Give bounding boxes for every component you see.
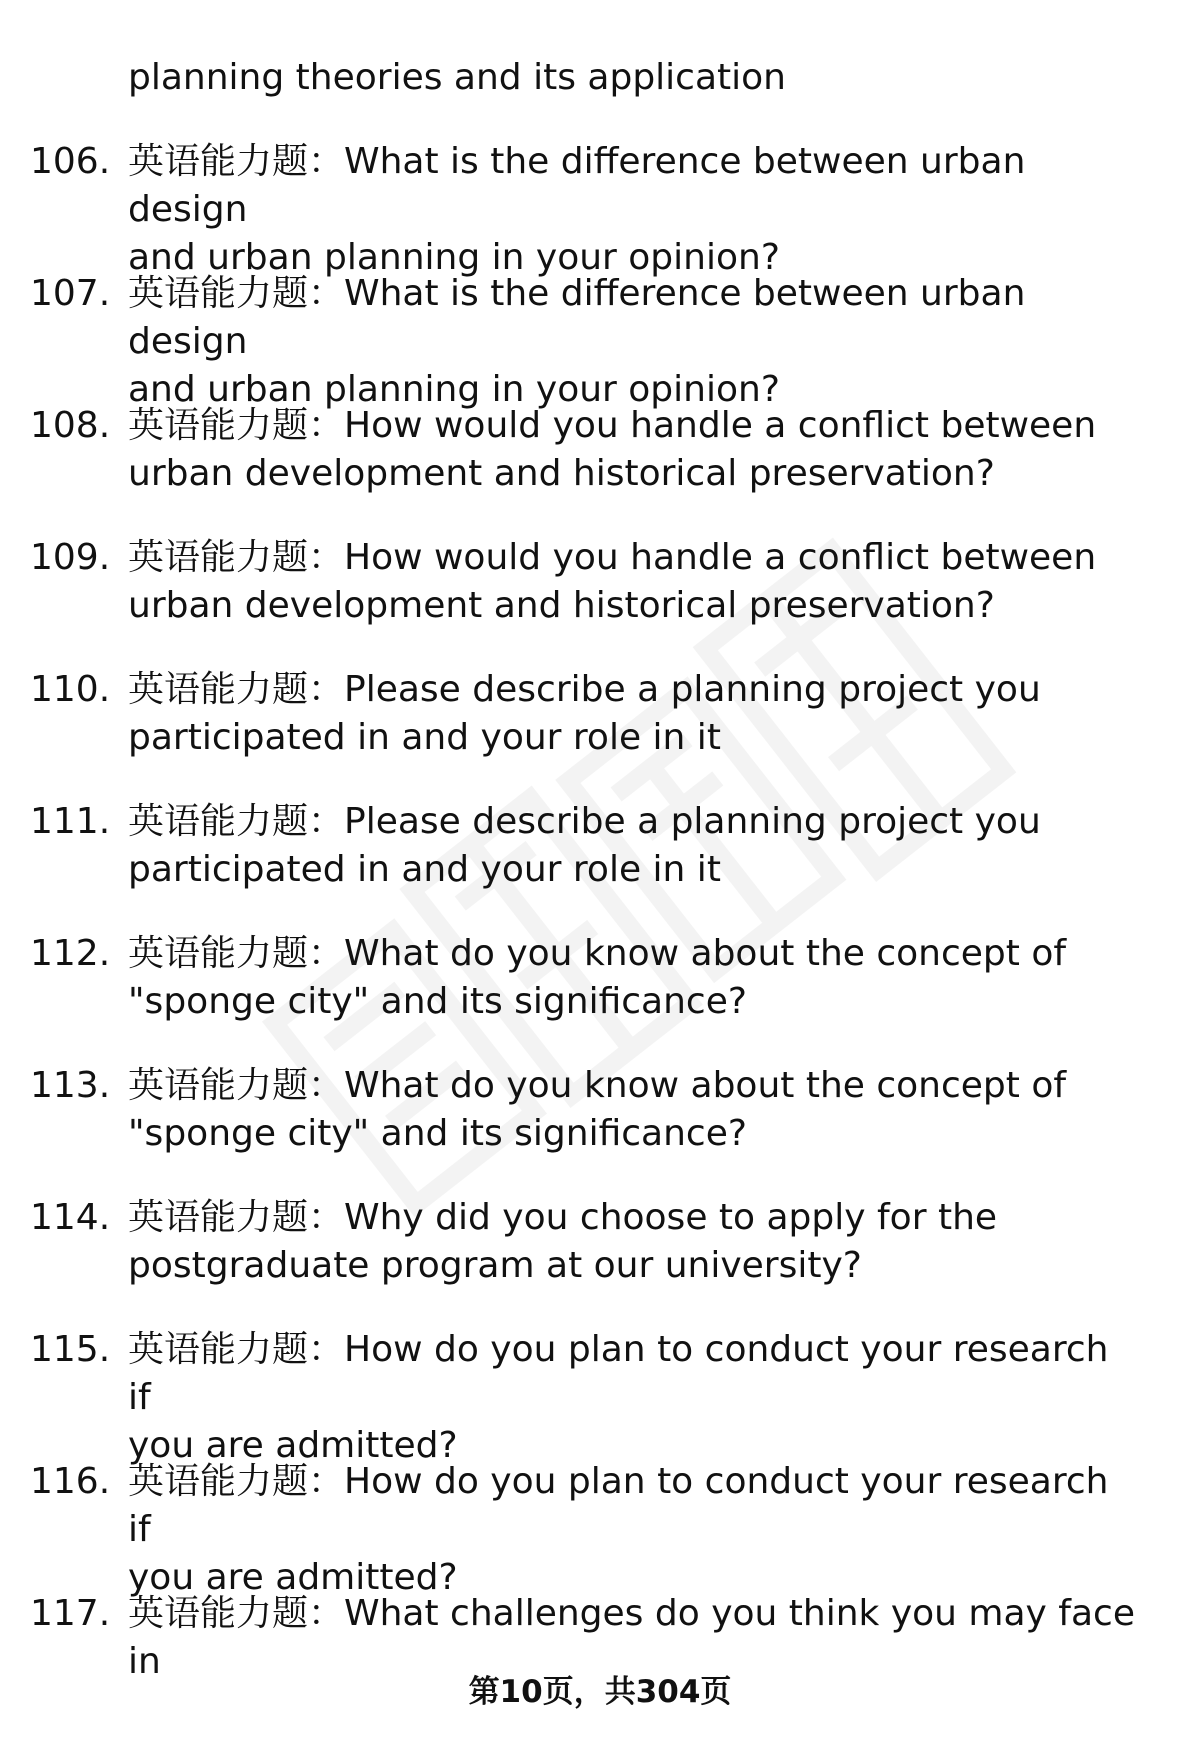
question-text: 英语能力题：Why did you choose to apply for the postgraduate program at our university? [128, 1197, 998, 1286]
question-item [0, 270, 1200, 410]
question-list [0, 138, 1200, 1682]
question-item [0, 1194, 1200, 1290]
document-content [0, 54, 1200, 1682]
question-item [0, 666, 1200, 762]
question-number: 114. [30, 1197, 111, 1238]
question-number: 109. [30, 537, 111, 578]
question-text: 英语能力题：What is the difference between urban design and urban planning in your opinion? [128, 273, 1026, 410]
continued-question-text: planning theories and its application [128, 57, 786, 98]
question-item [0, 534, 1200, 630]
question-item [0, 138, 1200, 278]
question-text: 英语能力题：How do you plan to conduct your research if you are admitted? [128, 1329, 1109, 1466]
question-number: 113. [30, 1065, 111, 1106]
question-number: 110. [30, 669, 111, 710]
question-item [0, 930, 1200, 1026]
question-item [0, 1062, 1200, 1158]
question-item [0, 402, 1200, 498]
question-item [0, 1326, 1200, 1466]
question-number: 116. [30, 1461, 111, 1502]
question-item [0, 1590, 1200, 1682]
question-number: 108. [30, 405, 111, 446]
question-text: 英语能力题：How would you handle a conflict between urban development and historical preservation? [128, 537, 1097, 626]
question-number: 107. [30, 273, 111, 314]
question-number: 106. [30, 141, 111, 182]
question-item [0, 798, 1200, 894]
question-text: 英语能力题：How would you handle a conflict between urban development and historical preservation? [128, 405, 1097, 494]
question-text: 英语能力题：What do you know about the concept of "sponge city" and its significance? [128, 933, 1067, 1022]
question-number: 115. [30, 1329, 111, 1370]
question-text: 英语能力题：What do you know about the concept of "sponge city" and its significance? [128, 1065, 1067, 1154]
question-text: 英语能力题：Please describe a planning project you participated in and your role in it [128, 669, 1041, 758]
question-text: 英语能力题：How do you plan to conduct your research if you are admitted? [128, 1461, 1109, 1598]
page-footer: 第10页，共304页 [468, 1674, 732, 1710]
question-text: 英语能力题：Please describe a planning project you participated in and your role in it [128, 801, 1041, 890]
question-text: 英语能力题：What challenges do you think you may face in [128, 1593, 1147, 1682]
question-number: 112. [30, 933, 111, 974]
question-number: 117. [30, 1593, 111, 1634]
question-text: 英语能力题：What is the difference between urban design and urban planning in your opinion? [128, 141, 1026, 278]
question-number: 111. [30, 801, 111, 842]
question-item [0, 1458, 1200, 1598]
